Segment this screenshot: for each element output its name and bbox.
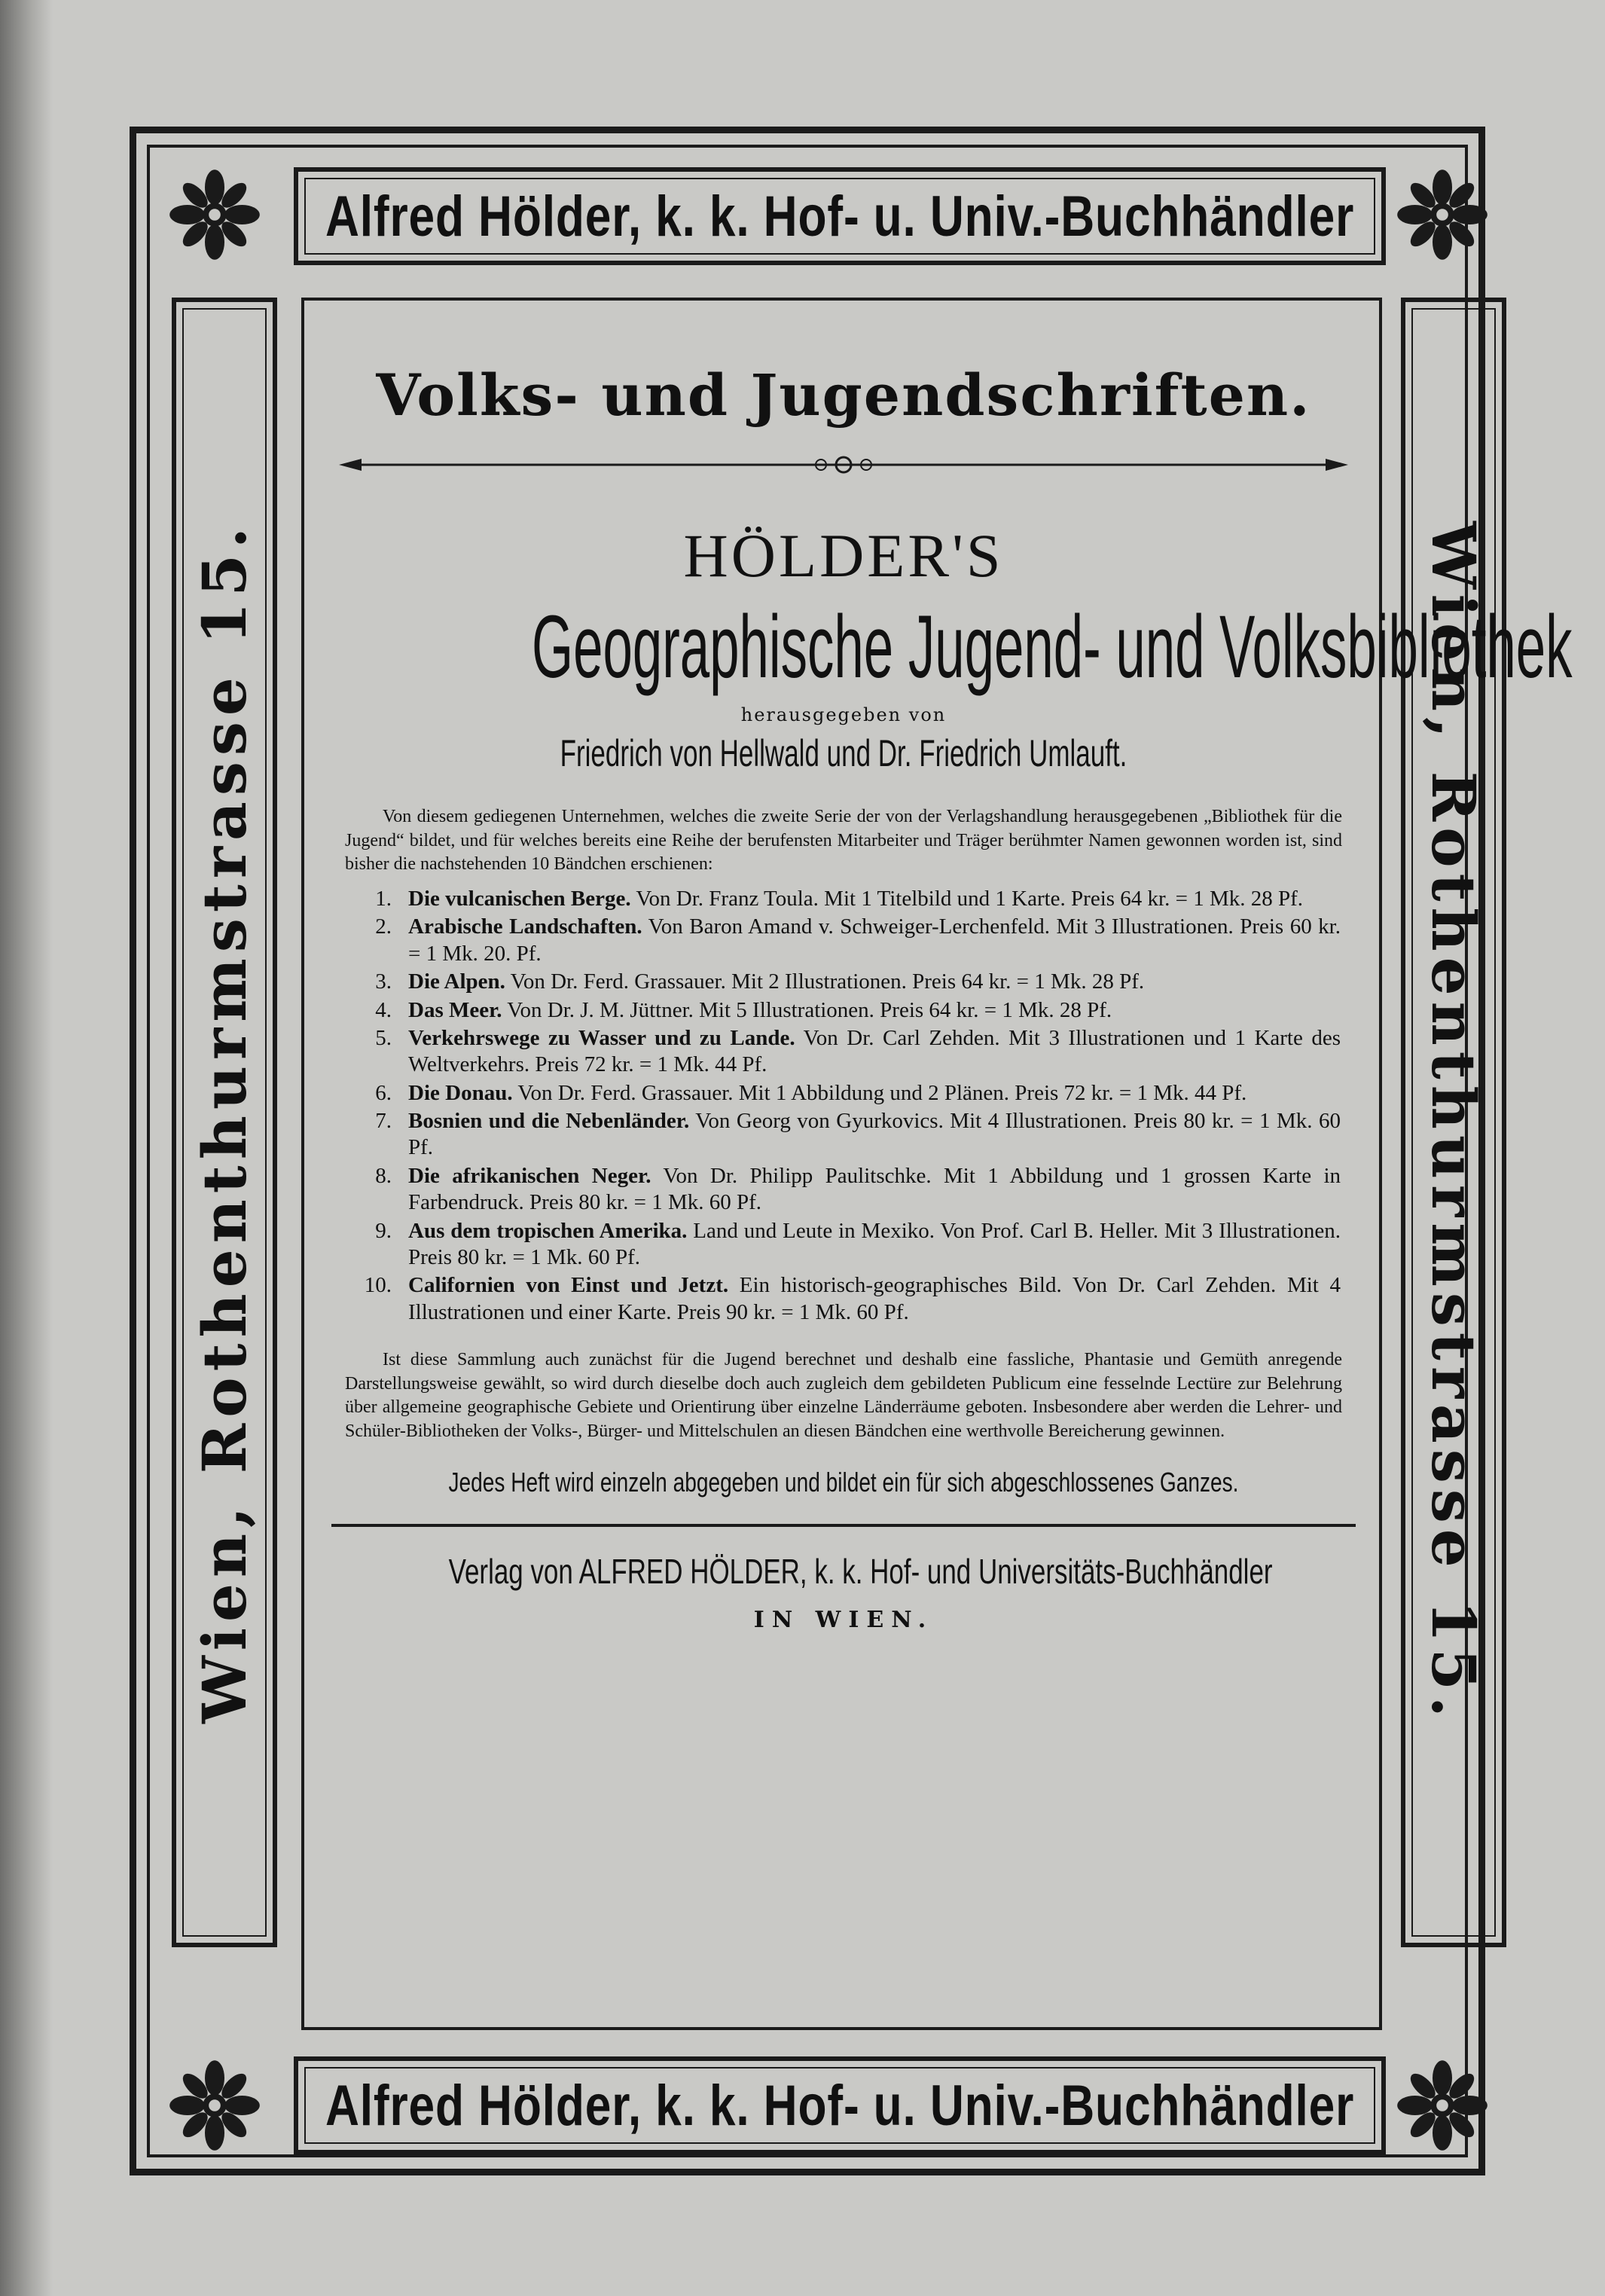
outro-paragraph: Ist diese Sammlung auch zunächst für die Jugend berechnet und deshalb eine fassliche, Phantasie und Gemüth anregende Darstellungsweise gewählt, so wird durch dieselbe doch auch zugleich dem gebildeten Publicum eine fesselnde Lectüre zur Belehrung über allgemeine geographische Gebiete und Orientirung über einzelne Länderräume geboten. Insbesondere aber werden die Lehrer- und Schüler-Bibliotheken der Volks-, Bürger- und Mittelschulen an diesen Bändchen eine werthvolle Bereicherung gewinnen. [345,1350,1342,1442]
item-title: Arabische Landschaften. [408,914,642,939]
item-title: Die afrikanischen Neger. [408,1163,651,1188]
list-item [339,1163,1363,1217]
item-number: 6. [375,1080,392,1105]
series-title: Geographische Jugend- und Volksbibliothek [532,597,1573,697]
item-title: Californien von Einst und Jetzt. [408,1273,729,1298]
item-number: 10. [364,1273,392,1298]
item-text: Von Baron Amand v. Schweiger-Lerchenfeld. Mit 3 Illustrationen. Preis 60 kr. = 1 Mk. 20. Pf. [408,914,1341,966]
item-number: 3. [375,969,392,994]
item-text: Von Dr. Franz Toula. Mit 1 Titelbild und 1 Karte. Preis 64 kr. = 1 Mk. 28 Pf. [636,887,1304,911]
ornamental-divider-icon [339,450,1348,480]
list-item [339,969,1363,995]
item-title: Die Donau. [408,1080,513,1105]
item-number: 8. [375,1163,392,1188]
top-band [294,167,1386,265]
top-band-text: Alfred Hölder, k. k. Hof- u. Univ.-Buchhändler [325,184,1355,249]
publisher-city: IN WIEN. [753,1606,934,1633]
volume-list [339,886,1363,1326]
item-text: Land und Leute in Mexiko. Von Prof. Carl B. Heller. Mit 3 Illustrationen. Preis 80 kr. = 1 Mk. 60 Pf. [408,1218,1341,1269]
item-number: 7. [375,1109,392,1134]
item-title: Das Meer. [408,997,502,1022]
publisher-line: Verlag von ALFRED HÖLDER, k. k. Hof- und Universitäts-Buchhändler [448,1551,1273,1591]
intro-paragraph: Von diesem gediegenen Unternehmen, welches die zweite Serie der von der Verlagshandlung herausgegebenen „Bibliothek für die Jugend“ bildet, und für welches bereits eine Reihe der berufensten Mitarbeiter und Träger berühmter Namen gewonnen worden ist, sind bisher die nachstehenden 10 Bändchen erschienen: [345,807,1342,875]
item-text: Ein historisch-geographisches Bild. Von Dr. Carl Zehden. Mit 4 Illustrationen und einer Karte. Preis 90 kr. = 1 Mk. 60 Pf. [408,1273,1341,1324]
list-item [339,886,1363,912]
item-number: 1. [375,887,392,911]
item-number: 4. [375,997,392,1022]
item-text: Von Georg von Gyurkovics. Mit 4 Illustrationen. Preis 80 kr. = 1 Mk. 60 Pf. [408,1109,1341,1160]
list-item [339,1272,1363,1326]
rosette-icon [158,158,271,271]
section-heading: Volks- und Jugendschriften. [376,362,1311,429]
list-item [339,914,1363,967]
editors: Friedrich von Hellwald und Dr. Friedrich Umlauft. [560,732,1127,774]
item-title: Bosnien und die Nebenländer. [408,1109,690,1134]
left-side-text: Wien, Rothenthurmstrasse 15. [189,521,260,1724]
item-text: Von Dr. Philipp Paulitschke. Mit 1 Abbildung und 1 grossen Karte in Farbendruck. Preis 80 kr. = 1 Mk. 60 Pf. [408,1163,1341,1215]
list-item [339,1218,1363,1272]
left-side-band [172,298,277,1947]
book-spine-edge [0,0,53,2296]
item-text: Von Dr. Ferd. Grassauer. Mit 1 Abbildung und 2 Plänen. Preis 72 kr. = 1 Mk. 44 Pf. [517,1080,1247,1105]
rosette-icon [1386,158,1499,271]
item-text: Von Dr. J. M. Jüttner. Mit 5 Illustrationen. Preis 64 kr. = 1 Mk. 28 Pf. [507,997,1112,1022]
item-title: Aus dem tropischen Amerika. [408,1218,688,1243]
divider-rule [331,1524,1356,1527]
item-title: Die Alpen. [408,969,505,994]
bottom-band [294,2056,1386,2154]
rosette-icon [158,2049,271,2162]
item-number: 9. [375,1218,392,1243]
series-publisher-name: HÖLDER'S [683,521,1004,590]
bottom-band-text: Alfred Hölder, k. k. Hof- u. Univ.-Buchhändler [325,2073,1355,2138]
item-title: Die vulcanischen Berge. [408,887,631,911]
list-item [339,1025,1363,1079]
list-item [339,997,1363,1024]
list-item [339,1080,1363,1107]
editor-line: herausgegeben von [740,704,947,725]
right-side-band [1401,298,1506,1947]
item-number: 2. [375,914,392,939]
item-title: Verkehrswege zu Wasser und zu Lande. [408,1025,795,1050]
list-item [339,1108,1363,1162]
item-number: 5. [375,1025,392,1050]
item-text: Von Dr. Carl Zehden. Mit 3 Illustrationen und 1 Karte des Weltverkehrs. Preis 72 kr. = 1 Mk. 44 Pf. [408,1025,1341,1077]
closing-note: Jedes Heft wird einzeln abgegeben und bildet ein für sich abgeschlossenes Ganzes. [448,1466,1239,1498]
item-text: Von Dr. Ferd. Grassauer. Mit 2 Illustrationen. Preis 64 kr. = 1 Mk. 28 Pf. [510,969,1145,994]
right-side-text: Wien, Rothenthurmstrasse 15. [1418,521,1489,1724]
rosette-icon [1386,2049,1499,2162]
